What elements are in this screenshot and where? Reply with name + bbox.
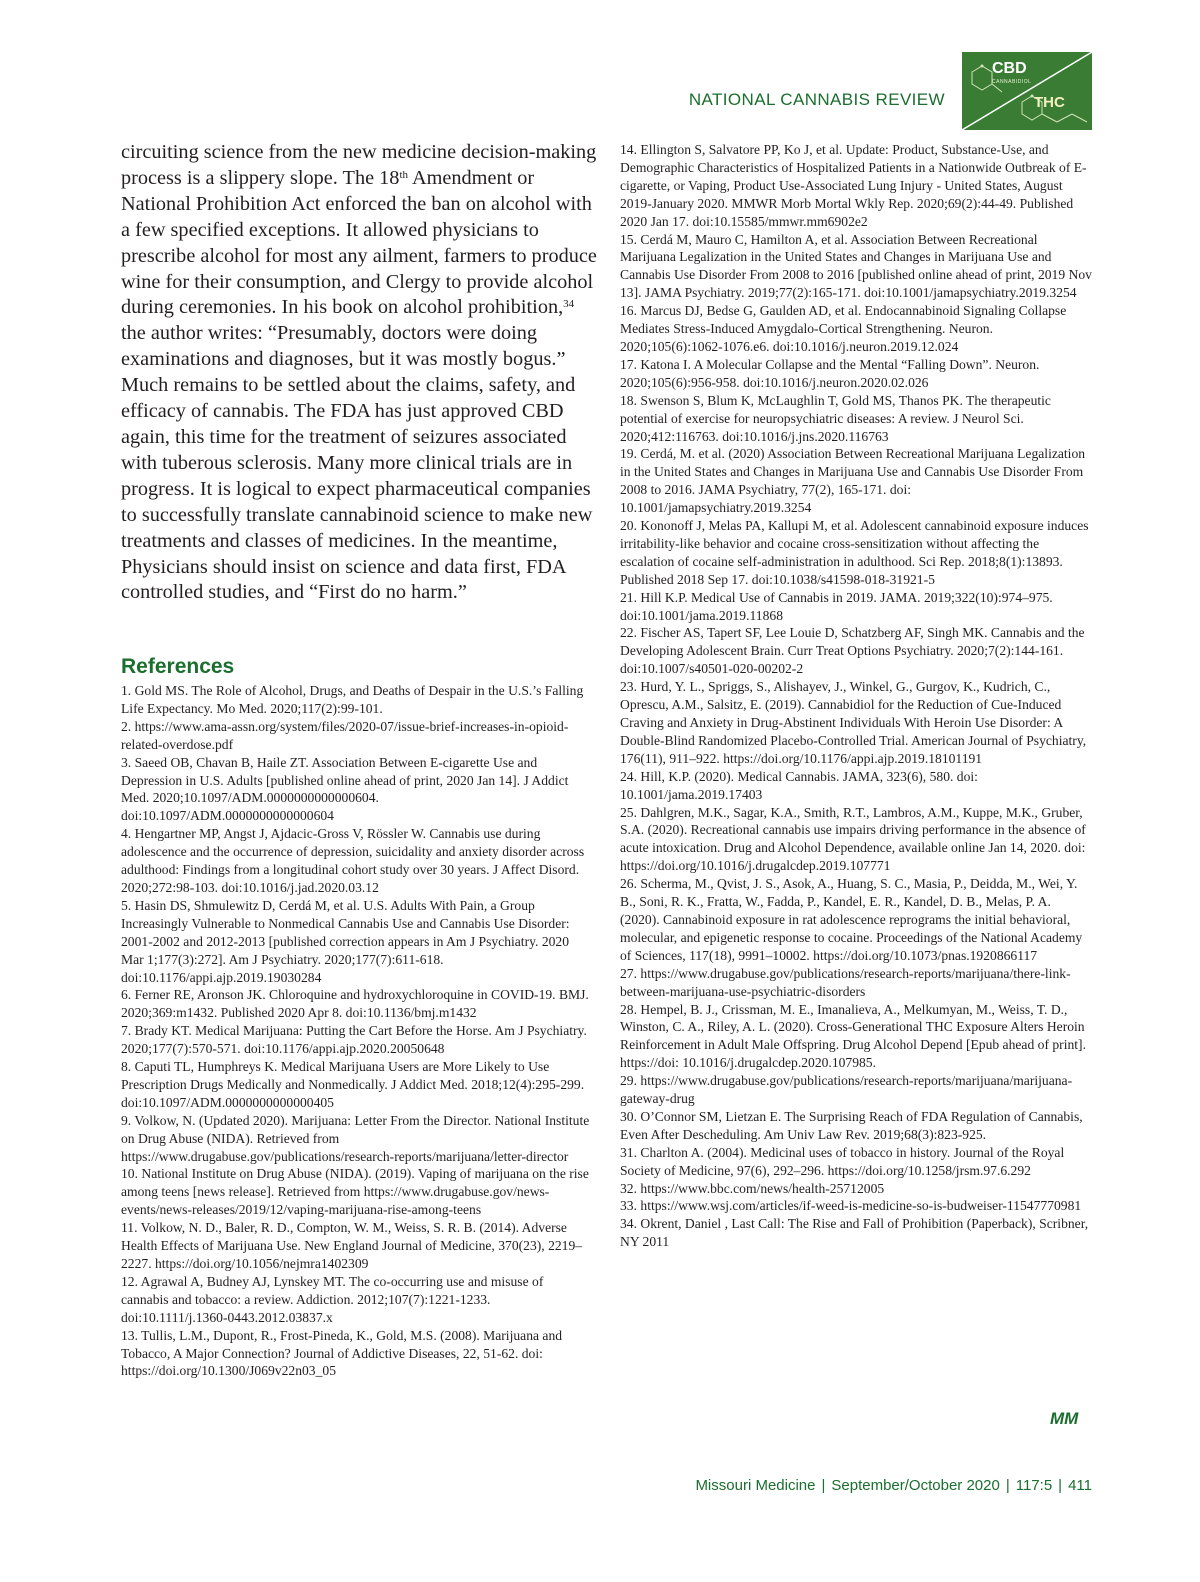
reference-item: 22. Fischer AS, Tapert SF, Lee Louie D, Schatzberg AF, Singh MK. Cannabis and the Developing Adolescent Brain. Curr Treat Options Psychiatry. 2020;7(2):144-161. doi:10.1007/s40501-020-00202-2 — [620, 625, 1085, 677]
superscript-th: th — [399, 168, 409, 181]
article-body-paragraph — [121, 140, 597, 606]
footer-separator: | — [821, 1477, 826, 1494]
reference-item: 3. Saeed OB, Chavan B, Haile ZT. Association Between E-cigarette Use and Depression in U.S. Adults [published online ahead of print, 2020 Jan 14]. J Addict Med. 2020;10.1097/ADM.0000000000000604. doi:10.1097/ADM.0000000000000604 — [121, 754, 569, 824]
reference-item: 20. Kononoff J, Melas PA, Kallupi M, et al. Adolescent cannabinoid exposure induces irritability-like behavior and cocaine cross-sensitization without affecting the escalation of cocaine self-administration in adulthood. Sci Rep. 2018;8(1):13893. Published 2018 Sep 17. doi:10.1038/s41598-018-31921-5 — [620, 518, 1089, 587]
reference-item: 19. Cerdá, M. et al. (2020) Association Between Recreational Marijuana Legalization in the United States and Changes in Marijuana Use and Cannabis Use Disorder From 2008 to 2016. JAMA Psychiatry, 77(2), 165-171. doi: 10.1001/jamapsychiatry.2019.3254 — [620, 446, 1086, 516]
footer-separator: | — [1005, 1477, 1010, 1494]
footer-page-number: 411 — [1068, 1477, 1092, 1494]
footer-journal: Missouri Medicine — [695, 1477, 816, 1494]
reference-item: 1. Gold MS. The Role of Alcohol, Drugs, and Deaths of Despair in the U.S.’s Falling Life Expectancy. Mo Med. 2020;117(2):99-101. — [121, 683, 584, 716]
references-list-right — [620, 141, 1092, 1251]
reference-item: 5. Hasin DS, Shmulewitz D, Cerdá M, et al. U.S. Adults With Pain, a Group Increasingly Vulnerable to Nonmedical Cannabis Use and Cannabis Use Disorder: 2001-2002 and 2012-2013 [published correction appears in Am J Psychiatry. 2020 Mar 1;177(3):272]. Am J Psychiatry. 2020;177(7):611-618. doi:10.1176/appi.ajp.2019.19030284 — [121, 897, 570, 985]
reference-item: 9. Volkow, N. (Updated 2020). Marijuana: Letter From the Director. National Institute on Drug Abuse (NIDA). Retrieved from https://www.drugabuse.gov/publications/research-reports/marijuana/letter-director — [121, 1112, 590, 1164]
reference-item: 30. O’Connor SM, Lietzan E. The Surprising Reach of FDA Regulation of Cannabis, Even After Descheduling. Am Univ Law Rev. 2019;68(3):823-925. — [620, 1108, 1083, 1142]
logo-thc-text: THC — [1034, 94, 1065, 111]
reference-item: 29. https://www.drugabuse.gov/publications/research-reports/marijuana/marijuana-gateway-drug — [620, 1073, 1073, 1107]
citation-superscript-34: 34 — [563, 298, 575, 311]
reference-item: 11. Volkow, N. D., Baler, R. D., Compton, W. M., Weiss, S. R. B. (2014). Adverse Health Effects of Marijuana Use. New England Journal of Medicine, 370(23), 2219–2227. https://doi.org/10.1056/nejmra1402309 — [121, 1220, 583, 1271]
reference-item: 7. Brady KT. Medical Marijuana: Putting the Cart Before the Horse. Am J Psychiatry. 2020;177(7):570-571. doi:10.1176/appi.ajp.2020.20050648 — [121, 1023, 587, 1057]
page-footer — [560, 1477, 1092, 1494]
footer-separator: | — [1058, 1477, 1063, 1494]
body-segment-1: circuiting science from the new medicine decision-making process is a slippery slope. The 18 — [121, 141, 597, 189]
footer-volume: 117:5 — [1015, 1477, 1053, 1494]
reference-item: 31. Charlton A. (2004). Medicinal uses of tobacco in history. Journal of the Royal Society of Medicine, 97(6), 292–296. https://doi.org/10.1258/jrsm.97.6.292 — [620, 1144, 1065, 1178]
references-heading: References — [121, 655, 235, 678]
reference-item: 2. https://www.ama-assn.org/system/files/2020-07/issue-brief-increases-in-opioid-related-overdose.pdf — [121, 718, 569, 752]
end-of-article-mark: MM — [1050, 1409, 1079, 1428]
reference-item: 25. Dahlgren, M.K., Sagar, K.A., Smith, R.T., Lambros, A.M., Kuppe, M.K., Gruber, S.A. (2020). Recreational cannabis use impairs driving performance in the absence of acute intoxication. Drug and Alcohol Dependence, available online Jan 14, 2020. doi: https://doi.org/10.1016/j.drugalcdep.2019.107771 — [620, 804, 1086, 874]
reference-item: 15. Cerdá M, Mauro C, Hamilton A, et al. Association Between Recreational Marijuana Legalization in the United States and Changes in Marijuana Use and Cannabis Use Disorder From 2008 to 2016 [published online ahead of print, 2019 Nov 13]. JAMA Psychiatry. 2019;77(2):165-171. doi:10.1001/jamapsychiatry.2019.3254 — [620, 231, 1092, 301]
body-segment-3: the author writes: “Presumably, doctors were doing examinations and diagnoses, but it was mostly bogus.” Much remains to be settled about the claims, safety, and efficacy of cannabis. The FDA has just approved CBD again, this time for the treatment of seizures associated with tuberous sclerosis. Many more clinical trials are in progress. It is logical to expect pharmaceutical companies to successfully translate cannabinoid science to make new treatments and classes of medicines. In the meantime, Physicians should insist on science and data first, FDA controlled studies, and “First do no harm.” — [121, 322, 593, 604]
reference-item: 8. Caputi TL, Humphreys K. Medical Marijuana Users are More Likely to Use Prescription Drugs Medically and Nonmedically. J Addict Med. 2018;12(4):295-299. doi:10.1097/ADM.0000000000000405 — [121, 1059, 585, 1110]
reference-item: 26. Scherma, M., Qvist, J. S., Asok, A., Huang, S. C., Masia, P., Deidda, M., Wei, Y. B., Soni, R. K., Fratta, W., Fadda, P., Kandel, E. R., Kandel, D. B., Melas, P. A. (2020). Cannabinoid exposure in rat adolescence reprograms the initial behavioral, molecular, and epigenetic response to cocaine. Proceedings of the National Academy of Sciences, 117(18), 9991–10002. https://doi.org/10.1073/pnas.1920866117 — [620, 876, 1083, 963]
reference-item: 13. Tullis, L.M., Dupont, R., Frost-Pineda, K., Gold, M.S. (2008). Marijuana and Tobacco, A Major Connection? Journal of Addictive Diseases, 22, 51-62. doi: https://doi.org/10.1300/J069v22n03_05 — [121, 1327, 563, 1379]
journal-section-title: NATIONAL CANNABIS REVIEW — [688, 90, 945, 109]
reference-item: 27. https://www.drugabuse.gov/publications/research-reports/marijuana/there-link-between-marijuana-use-psychiatric-disorders — [620, 965, 1071, 999]
cbd-thc-logo — [962, 52, 1092, 130]
reference-item: 17. Katona I. A Molecular Collapse and the Mental “Falling Down”. Neuron. 2020;105(6):956-958. doi:10.1016/j.neuron.2020.02.026 — [620, 356, 1040, 390]
reference-item: 16. Marcus DJ, Bedse G, Gaulden AD, et al. Endocannabinoid Signaling Collapse Mediates Stress-Induced Amygdalo-Cortical Strengthening. Neuron. 2020;105(6):1062-1076.e6. doi:10.1016/j.neuron.2019.12.024 — [620, 303, 1067, 354]
reference-item: 12. Agrawal A, Budney AJ, Lynskey MT. The co-occurring use and misuse of cannabis and tobacco: a review. Addiction. 2012;107(7):1221-1233. doi:10.1111/j.1360-0443.2012.03837.x — [121, 1273, 544, 1325]
reference-item: 14. Ellington S, Salvatore PP, Ko J, et al. Update: Product, Substance-Use, and Demographic Characteristics of Hospitalized Patients in a Nationwide Outbreak of E-cigarette, or Vaping, Product Use-Associated Lung Injury - United States, August 2019-January 2020. MMWR Morb Mortal Wkly Rep. 2020;69(2):44-49. Published 2020 Jan 17. doi:10.15585/mmwr.mm6902e2 — [620, 142, 1087, 229]
logo-cbd-subtext: CANNABIDIOL — [992, 79, 1032, 85]
logo-cbd-text: CBD — [992, 60, 1027, 77]
reference-item: 32. https://www.bbc.com/news/health-25712005 — [620, 1180, 885, 1196]
reference-item: 6. Ferner RE, Aronson JK. Chloroquine and hydroxychloroquine in COVID-19. BMJ. 2020;369:m1432. Published 2020 Apr 8. doi:10.1136/bmj.m1432 — [121, 987, 589, 1021]
reference-item: 10. National Institute on Drug Abuse (NIDA). (2019). Vaping of marijuana on the rise among teens [news release]. Retrieved from https://www.drugabuse.gov/news-events/news-releases/2019/12/vaping-marijuana-rise-among-teens — [121, 1166, 589, 1218]
reference-item: 4. Hengartner MP, Angst J, Ajdacic-Gross V, Rössler W. Cannabis use during adolescence and the occurrence of depression, suicidality and anxiety disorder across adulthood: Findings from a longitudinal cohort study over 30 years. J Affect Disord. 2020;272:98-103. doi:10.1016/j.jad.2020.03.12 — [121, 826, 585, 895]
reference-item: 21. Hill K.P. Medical Use of Cannabis in 2019. JAMA. 2019;322(10):974–975. doi:10.1001/jama.2019.11868 — [620, 589, 1053, 623]
molecule-icon — [962, 52, 1092, 130]
reference-item: 33. https://www.wsj.com/articles/if-weed-is-medicine-so-is-budweiser-11547770981 — [620, 1198, 1082, 1214]
reference-item: 34. Okrent, Daniel , Last Call: The Rise and Fall of Prohibition (Paperback), Scribner, NY 2011 — [620, 1216, 1089, 1250]
references-list-left — [121, 682, 591, 1380]
reference-item: 24. Hill, K.P. (2020). Medical Cannabis. JAMA, 323(6), 580. doi: 10.1001/jama.2019.17403 — [620, 768, 978, 802]
body-segment-2: Amendment or National Prohibition Act enforced the ban on alcohol with a few specified exceptions. It allowed physicians to prescribe alcohol for most any ailment, farmers to produce wine for their consumption, and Clergy to provide alcohol during ceremonies. In his book on alcohol prohibition, — [121, 166, 597, 319]
reference-item: 18. Swenson S, Blum K, McLaughlin T, Gold MS, Thanos PK. The therapeutic potential of exercise for neuropsychiatric diseases: A review. J Neurol Sci. 2020;412:116763. doi:10.1016/j.jns.2020.116763 — [620, 392, 1051, 444]
footer-issue: September/October 2020 — [831, 1477, 1000, 1494]
reference-item: 23. Hurd, Y. L., Spriggs, S., Alishayev, J., Winkel, G., Gurgov, K., Kudrich, C., Oprescu, A.M., Salsitz, E. (2019). Cannabidiol for the Reduction of Cue-Induced Craving and Anxiety in Drug-Abstinent Individuals With Heroin Use Disorder: A Double-Blind Randomized Placebo-Controlled Trial. American Journal of Psychiatry, 176(11), 911–922. https://doi.org/10.1176/appi.ajp.2019.18101191 — [620, 679, 1087, 766]
reference-item: 28. Hempel, B. J., Crissman, M. E., Imanalieva, A., Melkumyan, M., Weiss, T. D., Winston, C. A., Riley, A. L. (2020). Cross-Generational THC Exposure Alters Heroin Reinforcement in Adult Male Offspring. Drug Alcohol Depend [Epub ahead of print]. https://doi: 10.1016/j.drugalcdep.2020.107985. — [620, 1001, 1086, 1071]
